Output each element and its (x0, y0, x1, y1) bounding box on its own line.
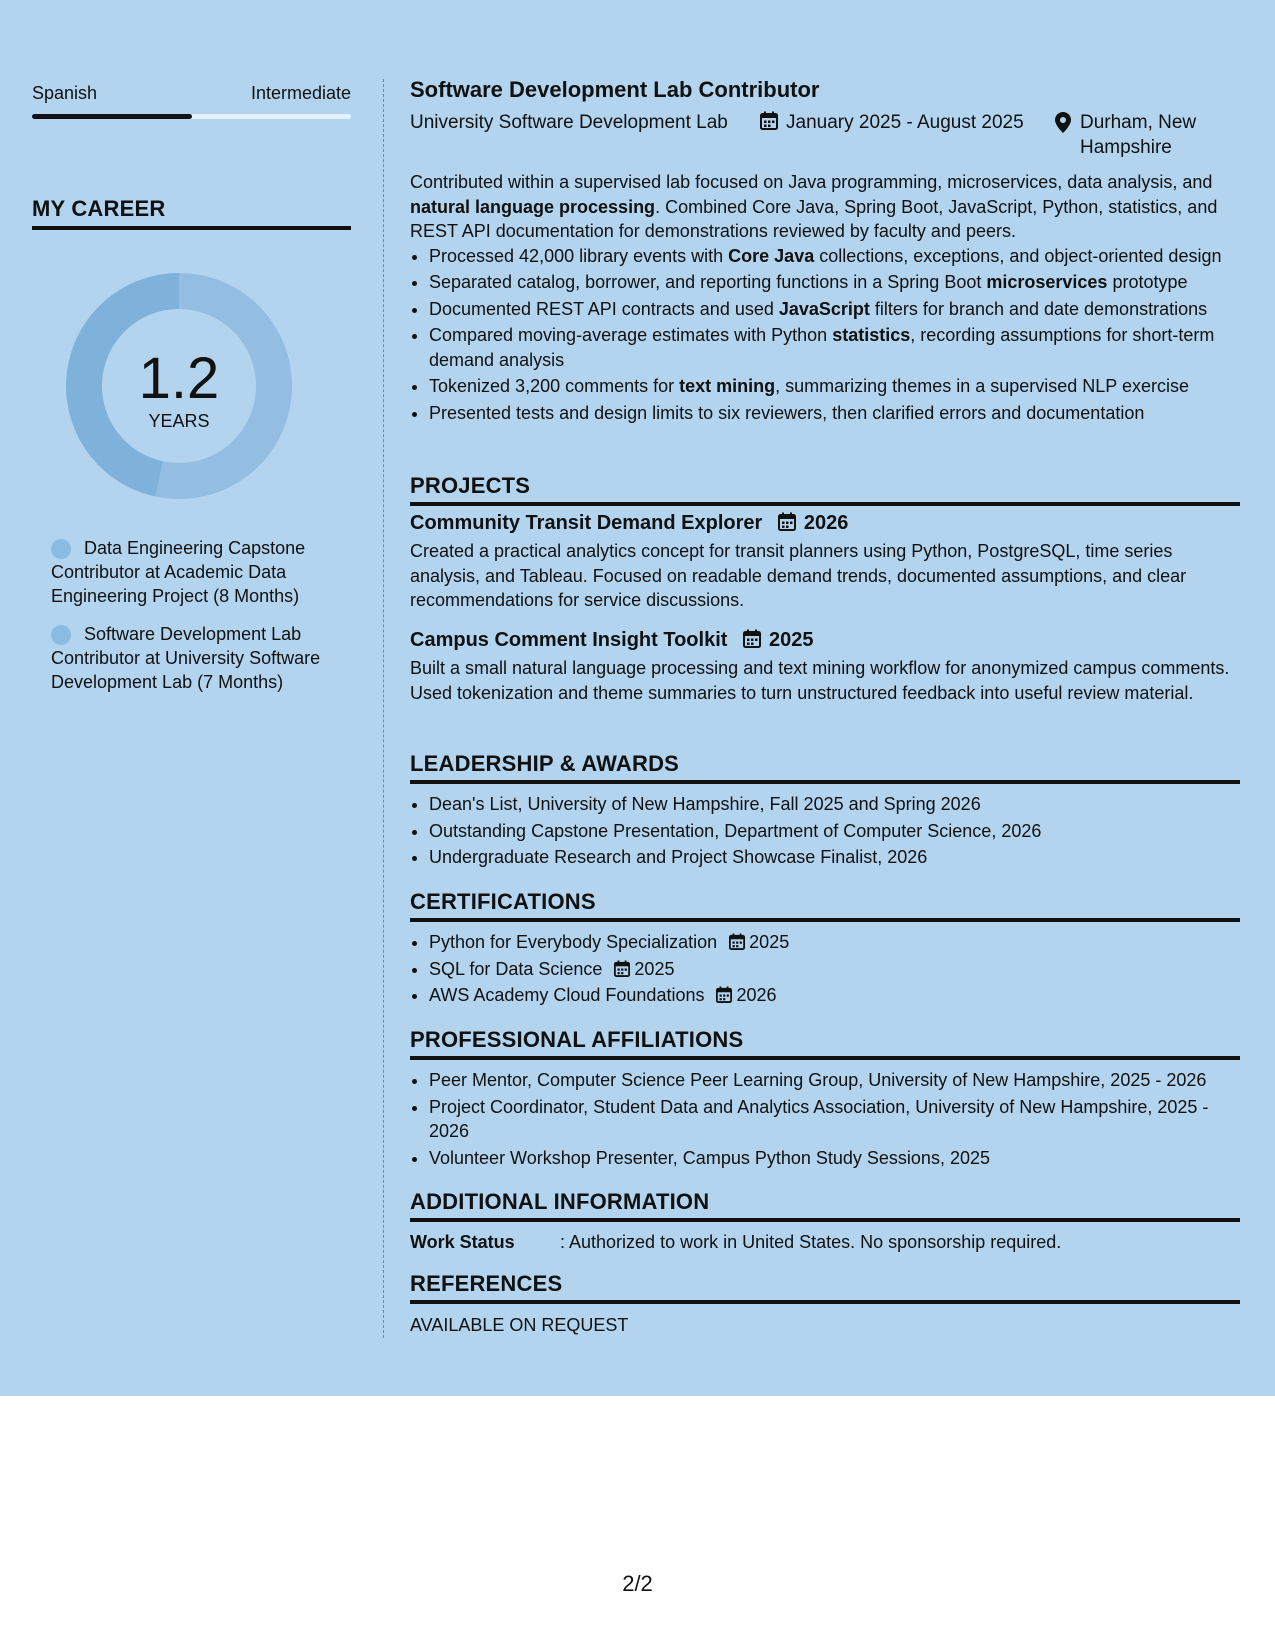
job-title: Software Development Lab Contributor (410, 77, 820, 102)
references-heading: REFERENCES (410, 1271, 1240, 1304)
project-title-row (410, 512, 1240, 535)
job-summary: Contributed within a supervised lab focused on Java programming, microservices, data analysis, and natural language processing. Combined Core Java, Spring Boot, JavaScript, Python, statistics, and REST API documentation for demonstrations reviewed by faculty and peers. (410, 172, 1218, 241)
job-description (410, 170, 1240, 427)
work-status-value: : Authorized to work in United States. No sponsorship required. (560, 1232, 1062, 1252)
job-bullet: • Compared moving-average estimates with Python statistics, recording assumptions for short-term demand analysis (429, 323, 1240, 372)
affiliations-heading: PROFESSIONAL AFFILIATIONS (410, 1027, 1240, 1060)
certification-item: • Python for Everybody Specialization 2025 (429, 930, 1240, 955)
work-status-row (410, 1230, 1240, 1255)
project-item (410, 512, 1240, 613)
career-item: Software Development Lab Contributor at University Software Development Lab (7 Months) (51, 624, 321, 692)
references-text: AVAILABLE ON REQUEST (410, 1315, 629, 1335)
project-year: 2026 (803, 512, 849, 534)
job-bullet: • Processed 42,000 library events with Core Java collections, exceptions, and object-oriented design (429, 244, 1240, 269)
job-bullet: • Tokenized 3,200 comments for text mining, summarizing themes in a supervised NLP exercise (429, 374, 1240, 399)
project-year: 2025 (768, 629, 814, 651)
certifications-list (410, 930, 1240, 1008)
project-item (410, 629, 1240, 705)
language-name: Spanish (32, 83, 98, 103)
calendar-icon (614, 960, 630, 977)
leadership-list (410, 792, 1240, 870)
career-dot-icon (51, 539, 71, 559)
affiliations-section (410, 1027, 1240, 1172)
calendar-icon (778, 512, 796, 531)
career-years-unit: YEARS (148, 411, 210, 431)
project-title: Community Transit Demand Explorer (410, 512, 763, 534)
additional-section (410, 1189, 1240, 1255)
career-list (51, 536, 321, 708)
leadership-item: • Outstanding Capstone Presentation, Department of Computer Science, 2026 (429, 819, 1240, 844)
career-years-value: 1.2 (138, 346, 220, 411)
job-bullet: • Documented REST API contracts and used JavaScript filters for branch and date demonstrations (429, 297, 1240, 322)
project-title-row (410, 629, 1240, 652)
affiliations-list (410, 1068, 1240, 1170)
calendar-icon (760, 111, 778, 130)
career-dot-icon (51, 625, 71, 645)
page-number: 2/2 (622, 1571, 653, 1596)
job-location: Durham, New Hampshire (1055, 110, 1240, 160)
leadership-item: • Dean's List, University of New Hampshire, Fall 2025 and Spring 2026 (429, 792, 1240, 817)
work-status-label: Work Status (410, 1232, 515, 1252)
job-bullet: • Separated catalog, borrower, and reporting functions in a Spring Boot microservices prototype (429, 270, 1240, 295)
projects-heading: PROJECTS (410, 473, 1240, 506)
language-proficiency-fill (32, 114, 192, 119)
career-heading: MY CAREER (32, 196, 351, 230)
certifications-heading: CERTIFICATIONS (410, 889, 1240, 922)
affiliation-item: • Project Coordinator, Student Data and Analytics Association, University of New Hampshire, 2025 - 2026 (429, 1095, 1240, 1144)
column-divider (383, 79, 384, 1338)
project-title: Campus Comment Insight Toolkit (410, 629, 728, 651)
language-level: Intermediate (250, 83, 351, 103)
career-item: Data Engineering Capstone Contributor at Academic Data Engineering Project (8 Months) (51, 538, 306, 606)
leadership-item: • Undergraduate Research and Project Showcase Finalist, 2026 (429, 845, 1240, 870)
certification-item: • SQL for Data Science 2025 (429, 957, 1240, 982)
affiliation-item: • Volunteer Workshop Presenter, Campus Python Study Sessions, 2025 (429, 1146, 1240, 1171)
affiliation-item: • Peer Mentor, Computer Science Peer Learning Group, University of New Hampshire, 2025 - 2026 (429, 1068, 1240, 1093)
leadership-section (410, 751, 1240, 872)
job-bullet: • Presented tests and design limits to six reviewers, then clarified errors and documentation (429, 401, 1240, 426)
calendar-icon (716, 986, 732, 1003)
career-donut-chart (66, 273, 292, 499)
project-description: Created a practical analytics concept for transit planners using Python, PostgreSQL, time series analysis, and Tableau. Focused on readable demand trends, documented assumptions, and clear recommendations for service discussions. (410, 541, 1187, 610)
calendar-icon (743, 629, 761, 648)
leadership-heading: LEADERSHIP & AWARDS (410, 751, 1240, 784)
job-bullets (410, 244, 1240, 426)
language-proficiency-bar (32, 114, 351, 119)
job-organization: University Software Development Lab (410, 112, 728, 133)
certifications-section (410, 889, 1240, 1010)
project-description: Built a small natural language processing and text mining workflow for anonymized campus comments. Used tokenization and theme summaries to turn unstructured feedback into useful review material. (410, 658, 1230, 703)
job-dates: January 2025 - August 2025 (760, 110, 1024, 135)
certification-item: • AWS Academy Cloud Foundations 2026 (429, 983, 1240, 1008)
additional-heading: ADDITIONAL INFORMATION (410, 1189, 1240, 1222)
calendar-icon (729, 933, 745, 950)
references-section (410, 1271, 1240, 1338)
projects-section (410, 473, 1240, 506)
location-pin-icon (1055, 112, 1071, 133)
